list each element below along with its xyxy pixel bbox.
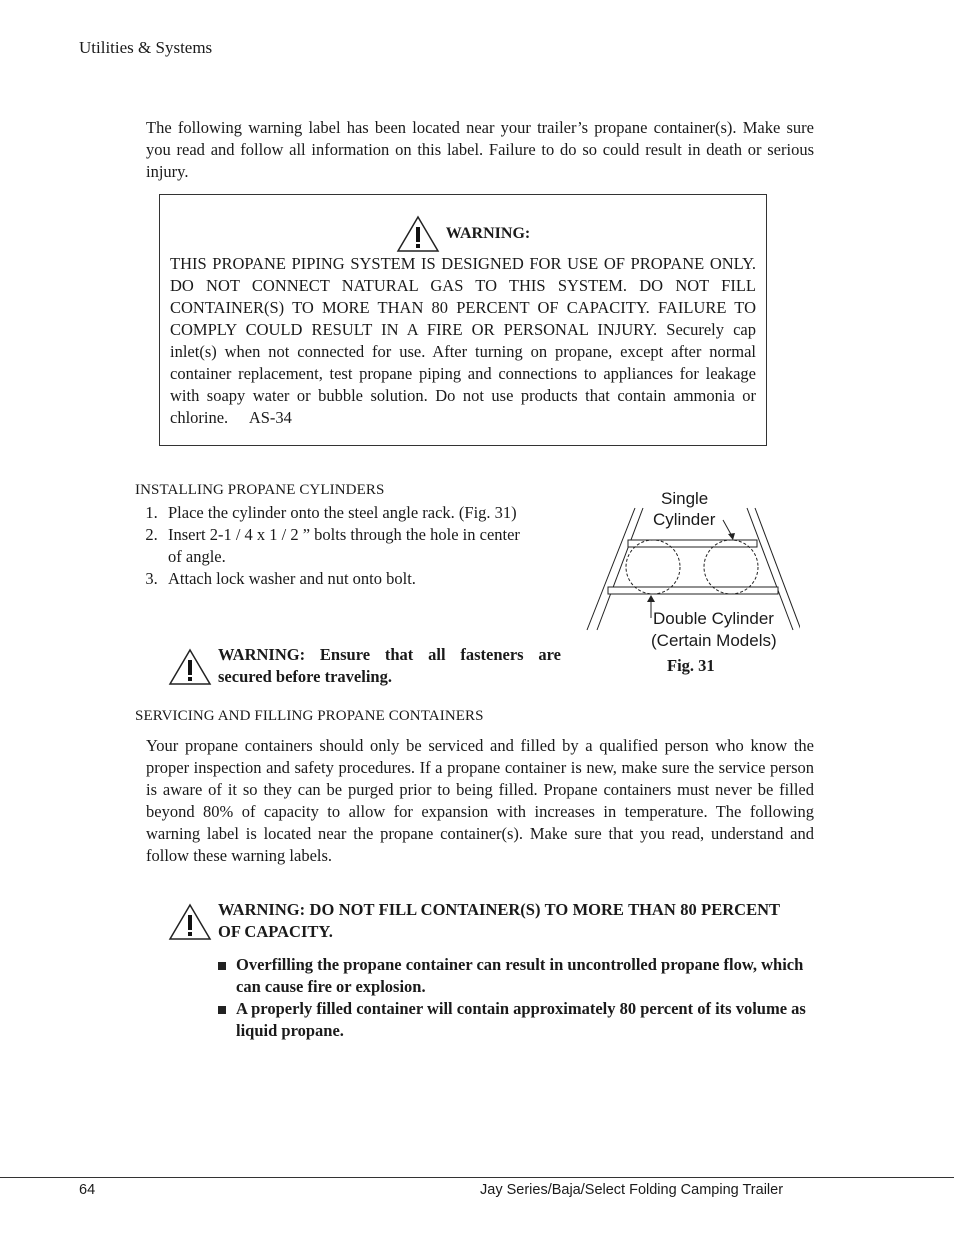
list-item — [218, 954, 808, 998]
fastener-warning-text: WARNING: Ensure that all fasteners are secured before traveling. — [218, 645, 561, 686]
step-text: Place the cylinder onto the steel angle rack. (Fig. 31) — [168, 503, 517, 522]
installing-heading: INSTALLING PROPANE CYLINDERS — [135, 482, 385, 498]
servicing-paragraph: Your propane containers should only be serviced and filled by a qualified person who know the proper inspection and safety procedures. If a propane container is new, make sure the service person is aware of it so they can be purged prior to being filled. Propane containers must never be filled beyond 80% of capacity to allow for expansion with increases in temperature. The following warning label is located near the propane container(s). Make sure that you read, understand and follow these warning labels. — [146, 736, 814, 865]
bullet-text: A properly filled container will contain approximately 80 percent of its volume as liquid propane. — [236, 999, 806, 1040]
warning-triangle-icon — [168, 903, 212, 941]
warning-triangle-icon — [168, 648, 212, 686]
warning-body-text: THIS PROPANE PIPING SYSTEM IS DESIGNED FOR USE OF PROPANE ONLY. DO NOT CONNECT NATURAL GAS TO THIS SYSTEM. DO NOT FILL CONTAINER(S) TO MORE THAN 80 PERCENT OF CAPACITY. FAILURE TO COMPLY COULD RESULT IN A FIRE OR PERSONAL INJURY. Securely cap inlet(s) when not connected for use. After turning on propane, except after normal container replacement, test propane piping and connections to appliances for leakage with soapy water or bubble solution. Do not use products that contain ammonia or chlorine. — [170, 254, 756, 427]
installing-steps — [135, 502, 535, 590]
propane-warning-label — [159, 194, 767, 446]
warning-triangle-icon — [396, 215, 440, 253]
fastener-warning — [168, 644, 561, 688]
warning-label-body — [170, 253, 756, 429]
bullet-text: Overfilling the propane container can result in uncontrolled propane flow, which can cause fire or explosion. — [236, 955, 804, 996]
capacity-warning — [168, 899, 780, 943]
capacity-bullets — [218, 954, 808, 1042]
running-header: Utilities & Systems — [79, 38, 213, 57]
single-cylinder-label-1: Single — [661, 489, 709, 508]
step-number: 2. — [145, 525, 158, 544]
double-cylinder-label-2: (Certain Models) — [651, 631, 777, 650]
single-cylinder-label-2: Cylinder — [653, 510, 716, 529]
step-number: 3. — [145, 569, 158, 588]
step-text: Attach lock washer and nut onto bolt. — [168, 569, 416, 588]
bullet-square-icon — [218, 962, 226, 970]
step-number: 1. — [145, 503, 158, 522]
list-item — [135, 502, 535, 524]
warning-label-code: AS-34 — [248, 408, 292, 427]
intro-paragraph: The following warning label has been located near your trailer’s propane container(s). Make sure you read and follow all information on this label. Failure to do so could result in death or serious injury. — [146, 118, 814, 181]
list-item — [218, 998, 808, 1042]
double-cylinder-label-1: Double Cylinder — [653, 609, 774, 628]
list-item — [135, 568, 535, 590]
servicing-heading: SERVICING AND FILLING PROPANE CONTAINERS — [135, 708, 484, 724]
list-item — [135, 524, 535, 568]
warning-title-text: WARNING: — [445, 225, 531, 242]
warning-label-title — [160, 215, 766, 253]
page-number: 64 — [79, 1182, 96, 1198]
figure-caption: Fig. 31 — [667, 656, 715, 675]
step-text: Insert 2-1 / 4 x 1 / 2 ” bolts through the hole in center of angle. — [168, 525, 520, 566]
bullet-square-icon — [218, 1006, 226, 1014]
footer-title: Jay Series/Baja/Select Folding Camping Trailer — [480, 1182, 784, 1198]
footer-divider — [0, 1177, 954, 1178]
capacity-warning-text: WARNING: DO NOT FILL CONTAINER(S) TO MORE THAN 80 PERCENT OF CAPACITY. — [218, 900, 780, 941]
